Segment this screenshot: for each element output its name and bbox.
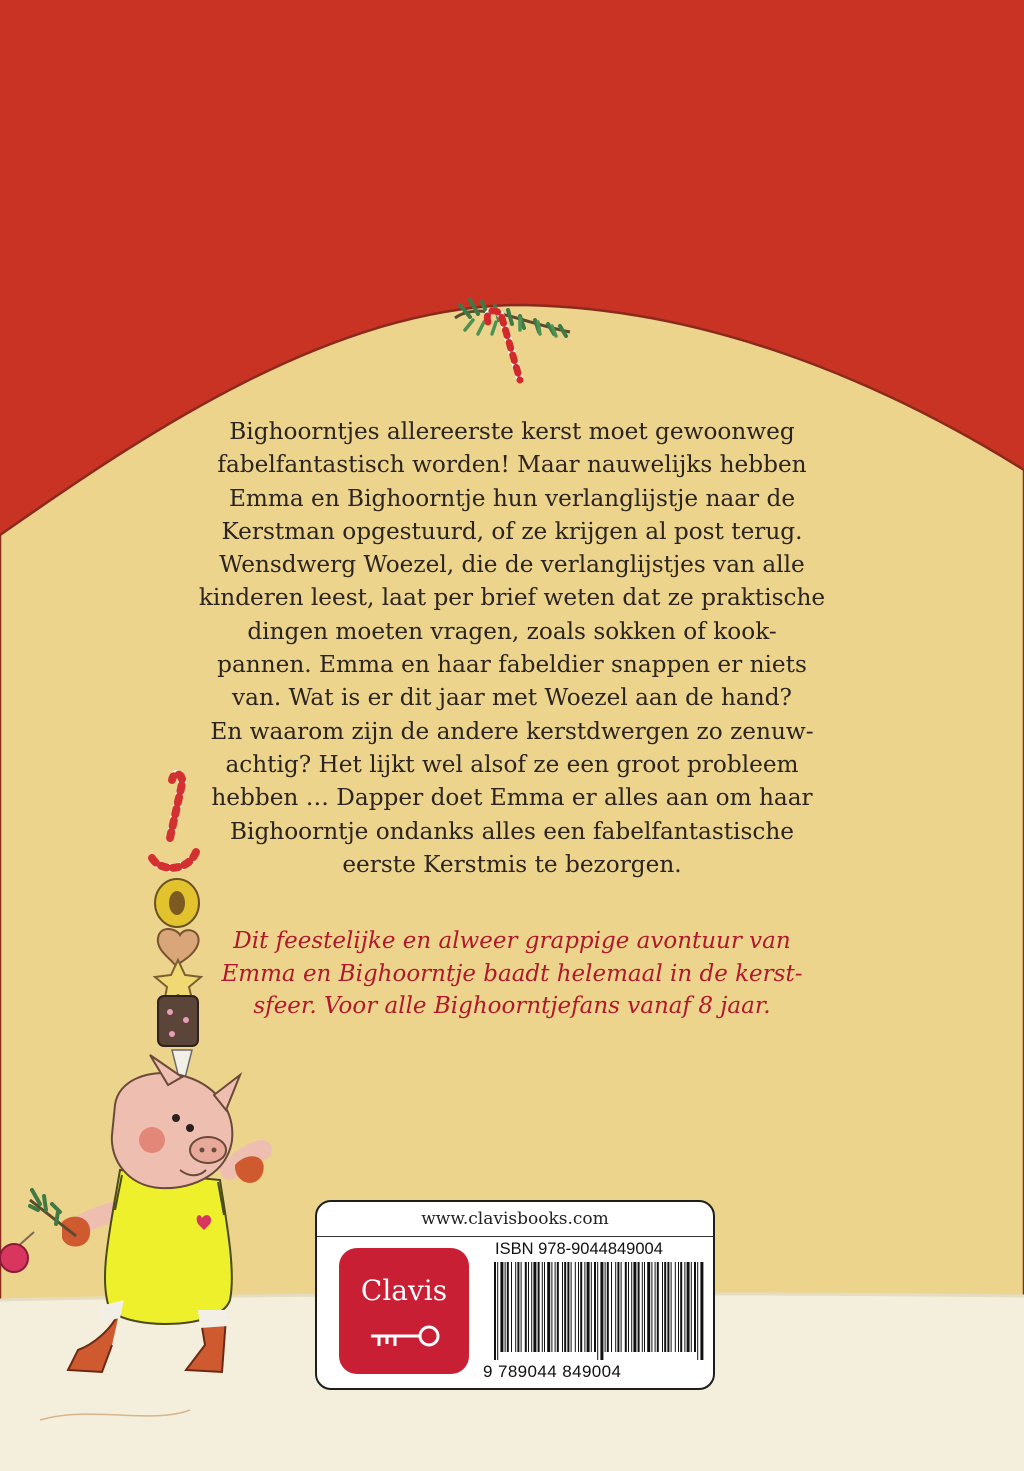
barcode-bar bbox=[562, 1262, 563, 1352]
barcode-bar bbox=[580, 1262, 582, 1352]
barcode-bar bbox=[667, 1262, 669, 1352]
barcode-bar bbox=[642, 1262, 643, 1352]
barcode-bar bbox=[662, 1262, 663, 1352]
barcode-bar bbox=[542, 1262, 543, 1352]
publisher-label bbox=[315, 1200, 715, 1390]
barcode-bar bbox=[617, 1262, 619, 1352]
tagline-line: Emma en Bighoorntje baadt helemaal in de kerst- bbox=[221, 960, 803, 987]
blurb-line: van. Wat is er dit jaar met Woezel aan de hand? bbox=[232, 684, 792, 712]
barcode-bar bbox=[607, 1262, 609, 1352]
barcode-bar bbox=[628, 1262, 629, 1352]
barcode-bar bbox=[651, 1262, 652, 1352]
barcode-bar bbox=[675, 1262, 676, 1352]
isbn-label: ISBN 978-9044849004 bbox=[495, 1240, 663, 1258]
tagline-line: Dit feestelijke en alweer grappige avontuur van bbox=[233, 928, 791, 954]
publisher-website[interactable]: www.clavisbooks.com bbox=[317, 1202, 713, 1237]
barcode-bar bbox=[538, 1262, 540, 1352]
barcode-bar bbox=[578, 1262, 579, 1352]
barcode-bar bbox=[551, 1262, 552, 1352]
blurb-line: fabelfantastisch worden! Maar nauwelijks hebben bbox=[217, 451, 807, 479]
barcode-bar bbox=[697, 1262, 698, 1360]
barcode-bar bbox=[584, 1262, 585, 1352]
barcode-bar bbox=[517, 1262, 519, 1352]
tagline-line: sfeer. Voor alle Bighoorntjefans vanaf 8 jaar. bbox=[253, 993, 771, 1019]
barcode-bar bbox=[600, 1262, 603, 1360]
key-icon bbox=[369, 1324, 441, 1354]
barcode-bar bbox=[533, 1262, 536, 1352]
barcode-bar bbox=[571, 1262, 572, 1352]
barcode-bar bbox=[575, 1262, 576, 1352]
barcode-bar bbox=[647, 1262, 650, 1352]
barcode-bar bbox=[631, 1262, 632, 1352]
blurb-line: Wensdwerg Woezel, die de verlanglijstjes van alle bbox=[219, 551, 805, 579]
barcode-bar bbox=[497, 1262, 498, 1360]
barcode-bar bbox=[591, 1262, 592, 1352]
barcode-bar bbox=[555, 1262, 556, 1352]
book-description bbox=[150, 415, 874, 881]
barcode-bar bbox=[494, 1262, 496, 1360]
barcode-bar bbox=[511, 1262, 512, 1352]
barcode-bar bbox=[594, 1262, 596, 1352]
barcode-bar bbox=[547, 1262, 550, 1352]
blurb-line: hebben … Dapper doet Emma er alles aan om haar bbox=[211, 784, 813, 812]
barcode-bar bbox=[664, 1262, 666, 1352]
barcode-bar bbox=[633, 1262, 636, 1352]
barcode-bar bbox=[691, 1262, 692, 1352]
barcode-bar bbox=[644, 1262, 645, 1352]
barcode-bar bbox=[657, 1262, 659, 1352]
blurb-line: dingen moeten vragen, zoals sokken of kook- bbox=[247, 617, 777, 645]
barcode-bar bbox=[557, 1262, 559, 1352]
barcode-bar bbox=[564, 1262, 566, 1352]
barcode-bar bbox=[700, 1262, 703, 1360]
barcode-number: 9 789044 849004 bbox=[483, 1362, 622, 1381]
barcode-bar bbox=[521, 1262, 522, 1352]
blurb-line: achtig? Het lijkt wel alsof ze een groot probleem bbox=[225, 750, 799, 778]
logo-text: Clavis bbox=[360, 1274, 448, 1307]
blurb-line: eerste Kerstmis te bezorgen. bbox=[342, 850, 682, 878]
blurb-line: kinderen leest, laat per brief weten dat ze praktische bbox=[198, 584, 826, 612]
barcode-bar bbox=[671, 1262, 672, 1352]
barcode-bar bbox=[605, 1262, 606, 1352]
barcode-bar bbox=[680, 1262, 682, 1352]
barcode-bar bbox=[687, 1262, 690, 1352]
barcode-bar bbox=[625, 1262, 627, 1352]
barcode-bar bbox=[567, 1262, 569, 1352]
barcode-bar bbox=[544, 1262, 545, 1352]
blurb-line: pannen. Emma en haar fabeldier snappen er niets bbox=[217, 651, 807, 679]
barcode-bar bbox=[528, 1262, 529, 1352]
barcode-bar bbox=[507, 1262, 509, 1352]
blurb-line: Bighoorntje ondanks alles een fabelfantastische bbox=[229, 817, 795, 845]
barcode-bar bbox=[678, 1262, 679, 1352]
barcode-bar bbox=[500, 1262, 503, 1352]
clavis-logo bbox=[339, 1248, 469, 1374]
barcode-bar bbox=[611, 1262, 612, 1352]
barcode-bar bbox=[597, 1262, 598, 1360]
barcode-bar bbox=[505, 1262, 506, 1352]
barcode-bar bbox=[525, 1262, 527, 1352]
barcode-bar bbox=[615, 1262, 616, 1352]
blurb-line: Emma en Bighoorntje hun verlanglijstje naar de bbox=[228, 484, 796, 512]
blurb-line: Bighoorntjes allereerste kerst moet gewoonweg bbox=[229, 418, 795, 445]
barcode-bar bbox=[655, 1262, 656, 1352]
barcode bbox=[492, 1262, 704, 1360]
barcode-bar bbox=[684, 1262, 685, 1352]
barcode-bar bbox=[587, 1262, 590, 1352]
blurb-line: Kerstman opgestuurd, of ze krijgen al post terug. bbox=[221, 517, 803, 545]
barcode-bar bbox=[515, 1262, 516, 1352]
barcode-bar bbox=[638, 1262, 640, 1352]
barcode-bar bbox=[531, 1262, 532, 1352]
blurb-line: En waarom zijn de andere kerstdwergen zo zenuw- bbox=[210, 717, 814, 745]
barcode-bar bbox=[694, 1262, 696, 1352]
barcode-bar bbox=[621, 1262, 622, 1352]
age-tagline bbox=[150, 925, 874, 1023]
